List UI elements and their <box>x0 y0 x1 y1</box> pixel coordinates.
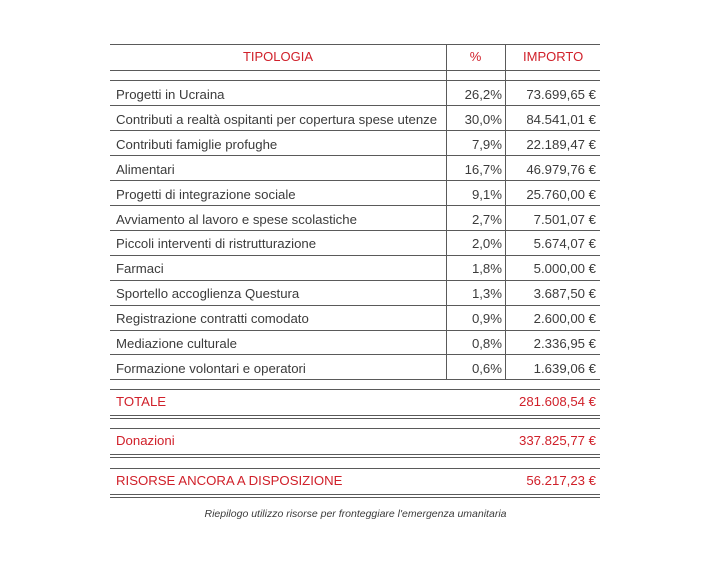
table-row <box>110 131 600 156</box>
table-row <box>110 280 600 305</box>
row-amount: 2.336,95 € <box>533 336 596 351</box>
table-row <box>110 206 600 231</box>
row-percent: 26,2% <box>464 87 502 102</box>
row-amount: 3.687,50 € <box>533 286 596 302</box>
row-type: Registrazione contratti comodato <box>116 311 309 327</box>
row-type: Farmaci <box>116 261 164 277</box>
row-type: Sportello accoglienza Questura <box>116 286 300 302</box>
summary-value: 56.217,23 € <box>526 473 596 488</box>
header-importo: IMPORTO <box>523 49 584 64</box>
row-amount: 73.699,65 € <box>526 87 596 102</box>
table-row <box>110 255 600 280</box>
row-amount: 2.600,00 € <box>533 311 596 327</box>
summary-label: RISORSE ANCORA A DISPOSIZIONE <box>116 473 343 488</box>
total-double-rule <box>110 457 600 458</box>
row-percent: 0,6% <box>471 360 502 376</box>
total-bottom-rule <box>110 415 600 416</box>
summary-value: 281.608,54 € <box>518 394 596 409</box>
summary-label: Donazioni <box>116 433 175 448</box>
row-amount: 5.674,07 € <box>533 236 596 252</box>
row-type: Formazione volontari e operatori <box>116 360 306 376</box>
row-amount: 84.541,01 € <box>526 111 596 127</box>
table-row <box>110 156 600 181</box>
row-type: Mediazione culturale <box>116 336 237 351</box>
row-amount: 46.979,76 € <box>526 161 596 177</box>
row-percent: 2,7% <box>471 211 502 227</box>
row-type: Contributi famiglie profughe <box>116 136 278 152</box>
summary-row <box>110 429 600 453</box>
summary-row <box>110 469 600 493</box>
total-bottom-rule <box>110 454 600 455</box>
total-double-rule <box>110 418 600 419</box>
row-percent: 9,1% <box>471 186 502 202</box>
row-percent: 30,0% <box>464 111 502 127</box>
row-amount: 7.501,07 € <box>533 211 596 227</box>
row-type: Piccoli interventi di ristrutturazione <box>116 236 317 252</box>
table-row <box>110 106 600 131</box>
row-amount: 22.189,47 € <box>526 136 596 152</box>
row-type: Alimentari <box>116 161 175 177</box>
row-percent: 7,9% <box>471 136 502 152</box>
row-type: Contributi a realtà ospitanti per copertura spese utenze <box>116 111 438 127</box>
total-bottom-rule <box>110 494 600 495</box>
row-amount: 25.760,00 € <box>526 186 596 202</box>
row-percent: 16,7% <box>464 161 502 177</box>
row-amount: 1.639,06 € <box>533 360 596 376</box>
row-percent: 2,0% <box>471 236 502 252</box>
summary-row <box>110 390 600 414</box>
table-caption: Riepilogo utilizzo risorse per fronteggiare l'emergenza umanitaria <box>204 508 507 520</box>
table-row <box>110 181 600 206</box>
row-type: Progetti in Ucraina <box>116 87 225 102</box>
row-amount: 5.000,00 € <box>533 261 596 277</box>
table-row <box>110 81 600 106</box>
row-type: Progetti di integrazione sociale <box>116 186 296 202</box>
row-percent: 1,8% <box>471 261 502 277</box>
header-bottom-rule <box>110 70 600 71</box>
table-row <box>110 305 600 330</box>
row-percent: 0,8% <box>471 336 502 351</box>
header-percent: % <box>469 49 482 64</box>
row-rule <box>110 379 600 380</box>
total-double-rule <box>110 497 600 498</box>
table-row <box>110 230 600 255</box>
row-percent: 1,3% <box>471 286 502 302</box>
row-percent: 0,9% <box>471 311 502 327</box>
table-row <box>110 330 600 355</box>
summary-label: TOTALE <box>116 394 167 409</box>
row-type: Avviamento al lavoro e spese scolastiche <box>116 211 357 227</box>
summary-value: 337.825,77 € <box>518 433 596 448</box>
header-tipologia: TIPOLOGIA <box>242 49 314 64</box>
table-row <box>110 355 600 380</box>
